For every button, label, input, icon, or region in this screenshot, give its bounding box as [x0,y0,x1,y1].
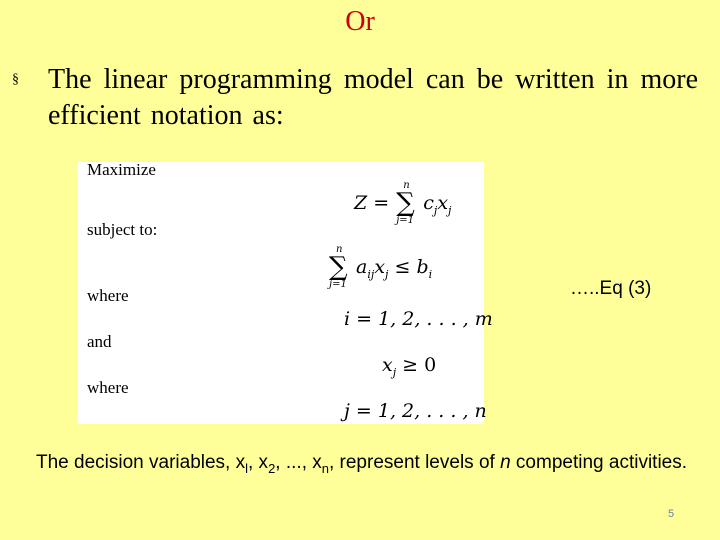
formula-image [78,160,493,424]
page-number: 5 [668,508,675,520]
note-sub3: n [321,460,329,476]
coef-c: c [423,192,434,214]
nonneg-var-sub: j [392,365,397,379]
note-part5: competing activities. [510,452,688,473]
nonnegativity-constraint [382,354,436,379]
where-label-2: where [87,378,129,397]
index-range-j: j = 1, 2, . . . , n [344,400,487,422]
constraint-sum-upper: n [336,244,343,255]
constraint-expression [328,246,432,290]
objective-lhs: Z = [354,192,396,214]
constraint-sigma-glyph: ∑ [329,252,348,282]
subject-to-label: subject to: [87,220,158,239]
objective-function [354,182,451,226]
rhs-b-sub: i [428,267,433,281]
coef-a: a [356,256,368,278]
equation-label: …..Eq (3) [570,278,652,299]
sigma-glyph: ∑ [396,188,415,218]
note-part3: , ..., x [275,452,322,473]
where-label-1: where [87,286,129,305]
note-sub2: 2 [268,460,276,476]
note-italic-n: n [500,452,511,473]
note-part1: The decision variables, x [36,452,246,473]
slide-title: Or [345,6,375,37]
bullet-marker: § [12,72,19,87]
note-part2: , x [248,452,269,473]
var-x-sub: j [448,203,452,217]
constraint-var-x: x [374,256,386,278]
index-range-i: i = 1, 2, . . . , m [344,308,493,330]
coef-a-sub: ij [367,267,375,281]
summation-symbol [395,182,417,226]
nonneg-var-x: x [382,354,393,376]
constraint-sum-lower: j=1 [329,279,347,290]
constraint-summation [328,246,350,290]
geq-zero: ≥ 0 [396,354,437,376]
decision-variables-note [36,450,706,481]
rhs-b: b [416,256,429,278]
var-x: x [437,192,449,214]
bullet-text: The linear programming model can be written in more efficient notation as: [48,64,698,131]
maximize-label: Maximize [87,160,156,179]
and-label: and [87,332,112,351]
sum-upper-limit: n [403,180,410,191]
constraint-var-x-sub: j [385,267,389,281]
sum-lower-limit: j=1 [396,215,415,226]
note-sub1: l [245,460,248,476]
coef-c-sub: j [433,203,438,217]
note-part4: , represent levels of [328,452,501,473]
leq-symbol: ≤ [388,256,417,278]
